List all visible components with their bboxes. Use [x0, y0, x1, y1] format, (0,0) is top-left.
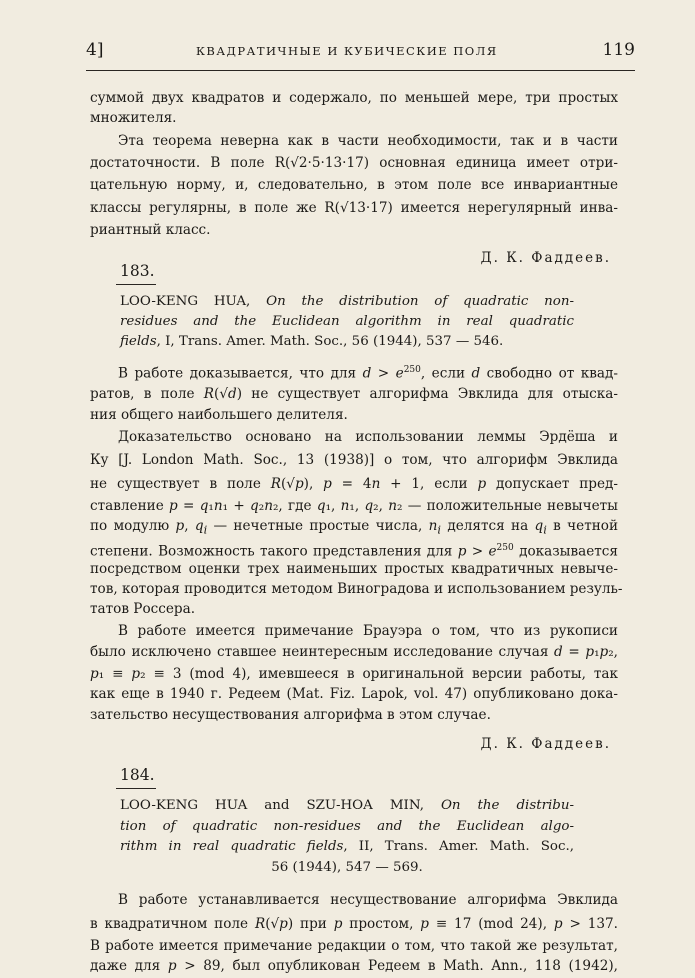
text-line: тов, которая проводится методом Виноградова и использованием резуль-	[90, 581, 623, 597]
number-underline	[116, 788, 156, 789]
text-line: не существует в поле R(√p), p = 4n + 1, если p допускает пред-	[90, 476, 618, 492]
text-line: классы регулярны, в поле же R(√13·17) имеется нерегулярный инва-	[90, 200, 618, 216]
text-line: В работе имеется примечание редакции о том, что такой же результат,	[90, 938, 618, 954]
section-number: 4]	[86, 40, 104, 60]
text-line: В работе доказывается, что для $d > e^{250}$, если d свободно от квад-	[118, 365, 618, 382]
citation-line: residues and the Euclidean algorithm in real quadratic	[120, 314, 574, 329]
text-line: риантный класс.	[90, 222, 211, 238]
text-line: в квадратичном поле R(√p) при p простом, p ≡ 17 (mod 24), p > 137.	[90, 916, 618, 932]
text-line: Доказательство основано на использовании леммы Эрдёша и	[118, 429, 618, 445]
text-line: было исключено ставшее неинтересным исследование случая d = p₁p₂,	[90, 644, 618, 660]
text-line: Эта теорема неверна как в части необходимости, так и в части	[118, 133, 618, 149]
text-line: татов Россера.	[90, 601, 196, 617]
text-line: посредством оценки трех наименьших простых квадратичных невыче-	[90, 561, 618, 577]
number-underline	[116, 284, 156, 285]
text-line: суммой двух квадратов и содержало, по меньшей мере, три простых	[90, 90, 618, 106]
text-line: В работе устанавливается несуществование алгорифма Эвклида	[118, 892, 618, 908]
citation-line: fields, I, Trans. Amer. Math. Soc., 56 (1944), 537 — 546.	[120, 334, 504, 349]
text-line: достаточности. В поле R(√2·5·13·17) основная единица имеет отри-	[90, 155, 618, 171]
text-line: ставление p = q₁n₁ + q₂n₂, где q₁, n₁, q₂, n₂ — положительные невычеты	[90, 498, 618, 514]
citation-line: LOO-KENG HUA, On the distribution of quadratic non-	[120, 294, 574, 309]
text-line: по модулю p, $q_i$ — нечетные простые числа, $n_i$ делятся на $q_i$ в четной	[90, 518, 619, 537]
review-number: 184.	[120, 766, 155, 784]
text-line: В работе имеется примечание Брауэра о том, что из рукописи	[118, 623, 618, 639]
review-number: 183.	[120, 262, 155, 280]
citation-line: rithm in real quadratic fields, II, Trans. Amer. Math. Soc.,	[120, 839, 575, 854]
running-title: КВАДРАТИЧНЫЕ И КУБИЧЕСКИЕ ПОЛЯ	[196, 44, 498, 58]
text-line: степени. Возможность такого представления для $p > e^{250}$ доказывается	[90, 543, 618, 560]
running-header	[86, 30, 635, 71]
text-line: зательство несуществования алгорифма в этом случае.	[90, 707, 491, 723]
citation-line: 56 (1944), 547 — 569.	[271, 860, 423, 875]
text-line: даже для p > 89, был опубликован Редеем в Math. Ann., 118 (1942),	[90, 958, 619, 974]
reviewer-signature: Д. К. Фаддеев.	[480, 250, 611, 266]
text-line: Ку [J. London Math. Soc., 13 (1938)] о том, что алгорифм Эвклида	[90, 452, 618, 468]
citation-line: LOO-KENG HUA and SZU-HOA MIN, On the distribu-	[120, 798, 574, 813]
text-line: как еще в 1940 г. Редеем (Mat. Fiz. Lapok, vol. 47) опубликовано дока-	[90, 686, 618, 702]
text-line: ратов, в поле R(√d) не существует алгорифма Эвклида для отыска-	[90, 386, 618, 402]
text-line: множителя.	[90, 110, 177, 126]
reviewer-signature: Д. К. Фаддеев.	[480, 736, 611, 752]
page-number: 119	[602, 40, 635, 60]
text-line: p₁ ≡ p₂ ≡ 3 (mod 4), имевшееся в оригинальной версии работы, так	[90, 666, 618, 682]
text-line: цательную норму, и, следовательно, в этом поле все инвариантные	[90, 177, 618, 193]
text-line: ния общего наибольшего делителя.	[90, 407, 348, 423]
citation-line: tion of quadratic non-residues and the Euclidean algo-	[120, 819, 574, 834]
